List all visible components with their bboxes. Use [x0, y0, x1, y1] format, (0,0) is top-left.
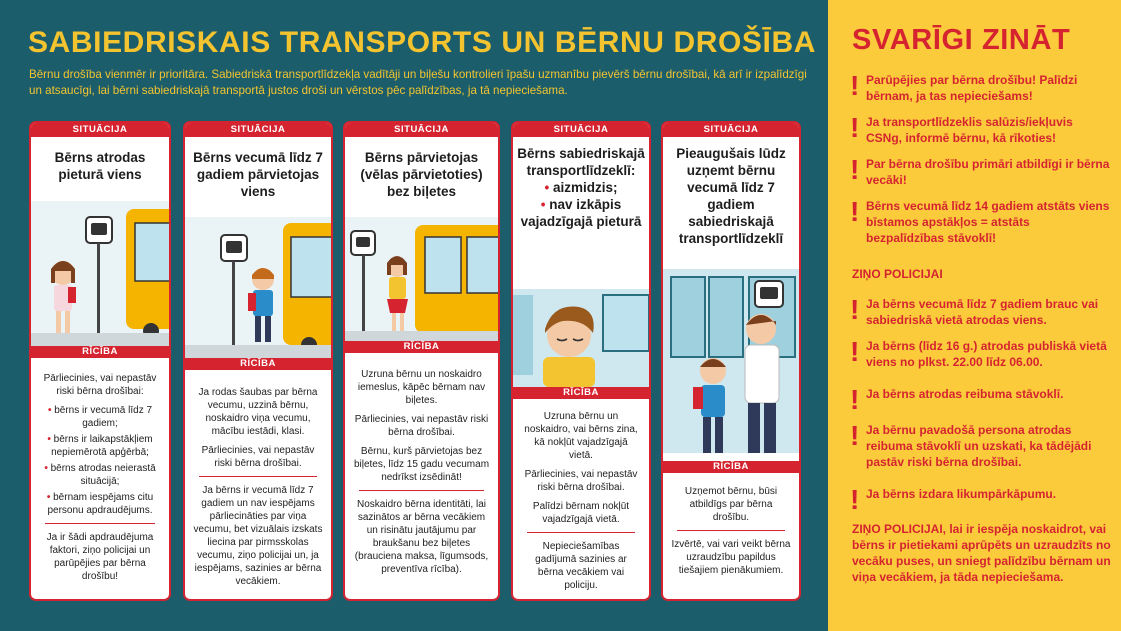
- exclamation-icon: !: [850, 196, 860, 227]
- card-text: Nepieciešamības gadījumā sazinies ar bērna vecākiem vai policiju.: [535, 541, 627, 591]
- police-item: ! Ja bērns atrodas reibuma stāvoklī.: [850, 384, 1064, 415]
- card-text: Pārliecinies, vai nepastāv riski bērna drošībai:: [43, 373, 157, 397]
- card-text: Ja ir šādi apdraudējuma faktori, ziņo policijai un parūpējies par bērna drošību!: [46, 532, 154, 582]
- card-text: Pārliecinies, vai nepastāv riski bērna drošībai.: [354, 414, 489, 438]
- card-title: Bērns vecumā līdz 7 gadiem pārvietojas viens: [193, 150, 323, 199]
- card-body: [521, 410, 641, 598]
- side-title: SVARĪGI ZINĀT: [852, 24, 1071, 56]
- card-text: Palīdzi bērnam nokļūt vajadzīgajā vietā.: [532, 501, 630, 525]
- bus-stop-illustration: [185, 217, 331, 358]
- police-item: ! Ja bērns vecumā līdz 7 gadiem brauc vai sabiedriskā vietā atrodas viens.: [850, 294, 1099, 327]
- bus-stop-illustration: [345, 217, 498, 341]
- card-body: [39, 372, 161, 589]
- card-body: [353, 368, 490, 582]
- card-text: Uzņemot bērnu, būsi atbildīgs par bērna drošību.: [684, 486, 778, 523]
- divider: [359, 490, 484, 491]
- situation-label: SITUĀCIJA: [513, 123, 649, 137]
- info-item: ! Par bērna drošību primāri atbildīgi ir bērna vecāki!: [850, 154, 1110, 187]
- sleeping-child-illustration: [513, 289, 649, 387]
- exclamation-icon: !: [850, 384, 860, 415]
- card-body: [193, 386, 323, 594]
- card-title: Bērns atrodas pieturā viens: [54, 150, 146, 182]
- action-label: RĪCĪBA: [185, 358, 331, 370]
- card-text: Pārliecinies, vai nepastāv riski bērna drošībai.: [524, 469, 638, 493]
- info-item: ! Bērns vecumā līdz 14 gadiem atstāts viens bīstamos apstākļos = atstāts bezpalīdzības stāvoklī!: [850, 196, 1110, 245]
- card-title: Bērns pārvietojas (vēlas pārvietoties) bez biļetes: [360, 150, 483, 199]
- exclamation-icon: !: [850, 336, 860, 367]
- bus-stop-illustration: [31, 201, 169, 346]
- scene-illustration: [513, 289, 649, 387]
- situation-label: SITUĀCIJA: [185, 123, 331, 137]
- divider: [199, 476, 317, 477]
- card-text: Uzruna bērnu un noskaidro iemeslus, kāpēc bērnam nav biļetes.: [357, 369, 486, 406]
- card-text: Uzruna bērnu un noskaidro, vai bērns zina, kā nokļūt vajadzīgajā vietā.: [524, 411, 638, 461]
- divider: [527, 532, 635, 533]
- scene-illustration: [663, 269, 799, 453]
- card-title: Pieaugušais lūdz uzņemt bērnu vecumā līdz 7 gadiem sabiedriskajā transportlīdzeklī: [676, 146, 786, 246]
- list-item: • bērns atrodas neierastā situācijā;: [39, 462, 161, 488]
- divider: [45, 523, 155, 524]
- list-item: • bērns ir laikapstākļiem nepiemērotā apģērbā;: [39, 433, 161, 459]
- situation-label: SITUĀCIJA: [31, 123, 169, 137]
- card-text: Ja bērns ir vecumā līdz 7 gadiem un nav iespējams pārliecināties par viņa vecumu, bet vizuālais izskats liecina par pirmsskolas vecumu, ziņo policijai un, ja iespējams, sazinies ar bērna vecākiem.: [193, 485, 323, 587]
- card-title-line: Bērns sabiedriskajā transportlīdzeklī:: [517, 146, 645, 178]
- police-item: ! Ja bērns (līdz 16 g.) atrodas publiskā vietā viens no plkst. 22.00 līdz 06.00.: [850, 336, 1107, 369]
- info-item: ! Ja transportlīdzeklis salūzis/iekļuvis CSNg, informē bērnu, kā rīkoties!: [850, 112, 1073, 145]
- card-body: [671, 485, 791, 583]
- list-item: • bērns ir vecumā līdz 7 gadiem;: [39, 404, 161, 430]
- action-label: RĪCĪBA: [513, 387, 649, 399]
- card-title: [517, 145, 645, 230]
- police-item: ! Ja bērns izdara likumpārkāpumu.: [850, 484, 1057, 515]
- card-text: Bērnu, kurš pārvietojas bez biļetes, līdz 15 gadu vecumam nedrīkst izsēdināt!: [353, 446, 490, 483]
- situation-card-1: [29, 121, 171, 601]
- card-text: Pārliecinies, vai nepastāv riski bērna drošībai.: [201, 445, 315, 469]
- exclamation-icon: !: [850, 484, 860, 515]
- exclamation-icon: !: [850, 70, 860, 101]
- police-item: ! Ja bērnu pavadošā persona atrodas reibuma stāvoklī un uzskati, ka tādējādi pastāv riski bērna drošībai.: [850, 420, 1092, 469]
- scene-illustration: [345, 217, 498, 341]
- page-title: SABIEDRISKAIS TRANSPORTS UN BĒRNU DROŠĪBA: [28, 26, 816, 59]
- exclamation-icon: !: [850, 112, 860, 143]
- action-label: RĪCĪBA: [663, 461, 799, 473]
- action-label: RĪCĪBA: [31, 346, 169, 358]
- scene-illustration: [31, 201, 169, 346]
- situation-card-4: [511, 121, 651, 601]
- list-item: • bērnam iespējams citu personu apdraudējums.: [39, 491, 161, 517]
- info-item: ! Parūpējies par bērna drošību! Palīdzi bērnam, ja tas nepieciešams!: [850, 70, 1078, 103]
- situation-card-3: [343, 121, 500, 601]
- card-text: Ja rodas šaubas par bērna vecumu, uzzinā bērnu, noskaidro viņa vecumu, mācību iestādi, klasi.: [198, 387, 318, 437]
- card-text: Izvērtē, vai vari veikt bērna uzraudzību papildus tiešajiem pienākumiem.: [671, 539, 791, 576]
- police-footer-text: ZIŅO POLICIJAI, lai ir iespēja noskaidrot, vai bērns ir pietiekami aprūpēts un uzraudzīts no vecāku puses, un sniegt palīdzību bērnam un viņa vecākiem, ja tāda nepieciešama.: [852, 522, 1111, 584]
- scene-illustration: [185, 217, 331, 358]
- risk-list: [39, 404, 161, 517]
- important-info-panel: [828, 0, 1121, 631]
- exclamation-icon: !: [850, 154, 860, 185]
- action-label: RĪCĪBA: [345, 341, 498, 353]
- situation-card-5: [661, 121, 801, 601]
- situation-label: SITUĀCIJA: [663, 123, 799, 137]
- title-bullet-item: • aizmidzis;: [544, 180, 618, 195]
- intro-text: Bērnu drošība vienmēr ir prioritāra. Sabiedriskā transportlīdzekļa vadītāji un biļešu kontrolieri īpašu uzmanību pievērš bērnu drošībai, kā arī ir izpalīdzīgi un atsaucīgi, lai bērni sabiedriskajā transportā justos droši un vērstos pēc palīdzības, ja tā nepieciešama.: [29, 68, 807, 97]
- police-heading: ZIŅO POLICIJAI: [852, 267, 943, 281]
- situation-label: SITUĀCIJA: [345, 123, 498, 137]
- exclamation-icon: !: [850, 294, 860, 325]
- divider: [677, 530, 785, 531]
- adult-and-child-illustration: [663, 269, 799, 453]
- exclamation-icon: !: [850, 420, 860, 451]
- title-bullet-item: • nav izkāpis vajadzīgajā pieturā: [520, 197, 642, 229]
- card-text: Noskaidro bērna identitāti, lai sazinātos ar bērna vecākiem un risinātu jautājumu par braukšanu bez biļetes (brauciena maksa, līgumsods, preventīva rīcība).: [354, 499, 489, 575]
- situation-card-2: [183, 121, 333, 601]
